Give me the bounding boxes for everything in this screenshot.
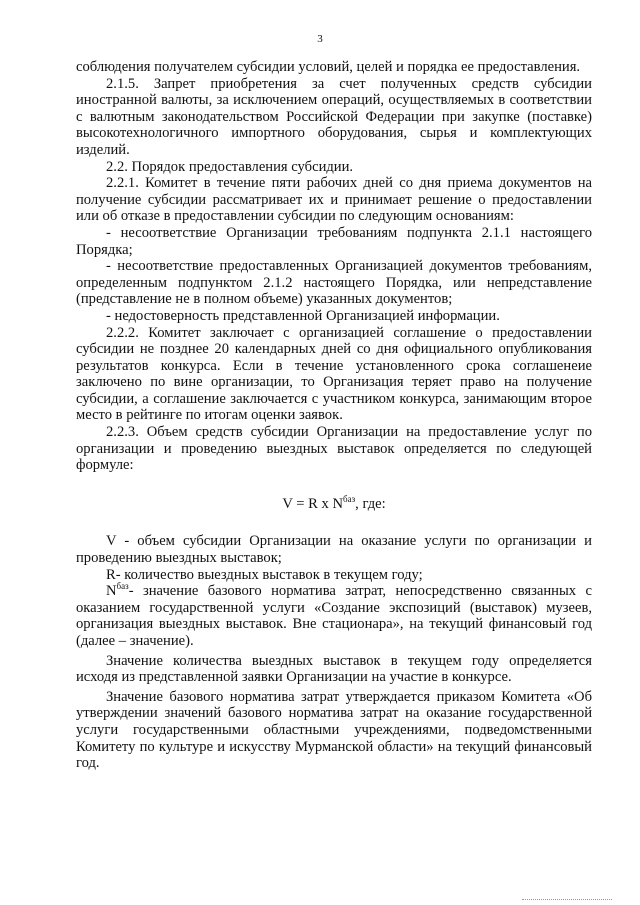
page-number: 3 [317, 33, 323, 45]
paragraph: 2.2.3. Объем средств субсидии Организации на предоставление услуг по организации и проведению выездных выставок определяется по следующей формуле: [76, 424, 592, 474]
list-item: - несоответствие Организации требованиям подпункта 2.1.1 настоящего Порядка; [76, 224, 592, 258]
formula [76, 493, 592, 513]
paragraph: Значение количества выездных выставок в текущем году определяется исходя из представленной заявки Организации на участие в конкурсе. [76, 652, 592, 686]
definition-r: R- количество выездных выставок в текущем году; [106, 566, 423, 583]
paragraph: Значение базового норматива затрат утверждается приказом Комитета «Об утверждении значений базового норматива затрат на оказание государственной услуги государственными областными учреждениями, подведомственными Комитету по культуре и искусству Мурманской области» на текущий финансовый год. [76, 688, 592, 772]
paragraph: 2.1.5. Запрет приобретения за счет полученных средств субсидии иностранной валюты, за исключением операций, осуществляемых в соответствии с валютным законодательством Российской Федерации при закупке (поставке) высокотехнологичного импортного оборудования, сырья и комплектующих изделий. [76, 75, 592, 158]
paragraph: соблюдения получателем субсидии условий, целей и порядка ее предоставления. [76, 59, 581, 75]
definition-n [76, 583, 592, 649]
paragraph: 2.2.2. Комитет заключает с организацией соглашение о предоставлении субсидии не позднее 20 календарных дней со дня официального опубликования результатов конкурса. Если в течение установленного срока соглашенеие заключено по вине организации, то Организация теряет право на получение субсидии, а соглашение заключается с участником конкурса, занимающим второе место в рейтинге по итогам оценки заявок. [76, 324, 592, 424]
n-symbol: N [106, 583, 117, 600]
list-item: - недостоверность представленной Организацией информации. [106, 307, 500, 324]
section-heading: 2.2. Порядок предоставления субсидии. [106, 158, 354, 175]
definition-v: V - объем субсидии Организации на оказание услуги по организации и проведению выездных выставок; [76, 533, 592, 567]
n-text: - значение базового норматива затрат, непосредственно связанных с оказанием государственной услуги «Создание экспозиций (выставок) музеев, организация выездных выставок. Вне стационара», на текущий финансовый год (далее – значение). [76, 583, 592, 649]
footer-scan-mark [522, 899, 612, 901]
paragraph: 2.2.1. Комитет в течение пяти рабочих дней со дня приема документов на получение субсидии рассматривает их и принимает решение о предоставлении или об отказе в предоставлении субсидии по следующим основаниям: [76, 175, 592, 225]
formula-tail: , где: [355, 495, 386, 512]
list-item: - несоответствие предоставленных Организацией документов требованиям, определенным подпунктом 2.1.2 настоящего Порядка, или непредставление (представление не в полном объеме) указанных документов; [76, 258, 592, 308]
n-superscript: баз [116, 581, 129, 592]
formula-main: V = R x N [282, 495, 343, 512]
document-body [76, 59, 592, 772]
formula-superscript: баз [343, 493, 356, 504]
